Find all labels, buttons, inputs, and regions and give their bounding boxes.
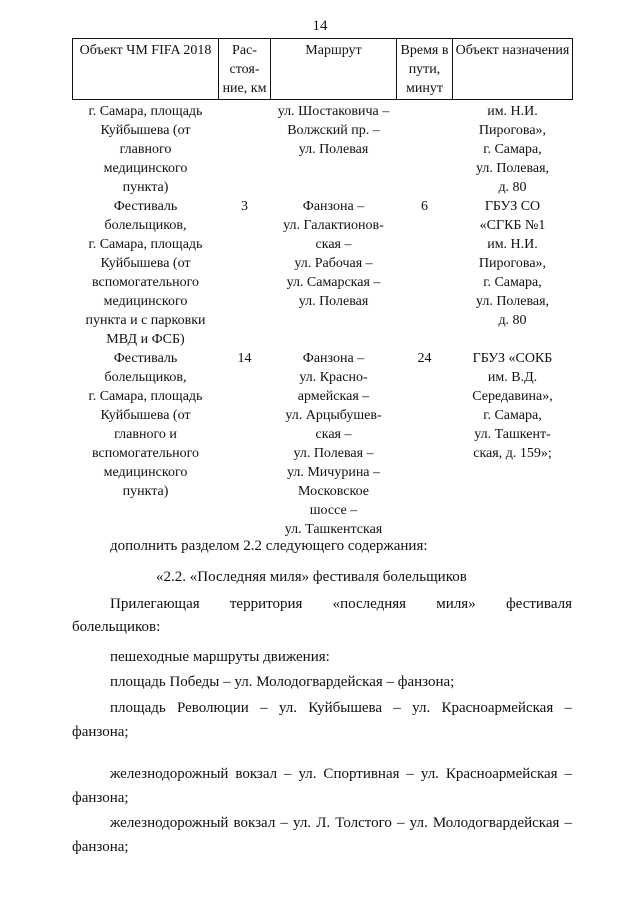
paragraph-routes-title: пешеходные маршруты движения:	[110, 649, 330, 665]
cell-distance	[219, 100, 271, 198]
paragraph-amendment: дополнить разделом 2.2 следующего содержания:	[110, 538, 428, 554]
header-distance: Рас- стоя- ние, км	[219, 39, 271, 100]
route-item-line1: железнодорожный вокзал – ул. Л. Толстого – ул. Молодогвардейская –	[110, 815, 572, 831]
route-item-line2: фанзона;	[72, 839, 129, 855]
section-heading: «2.2. «Последняя миля» фестиваля болельщиков	[156, 569, 467, 585]
route-table	[72, 38, 573, 539]
cell-distance: 3	[241, 199, 248, 214]
route-item: площадь Победы – ул. Молодогвардейская – фанзона;	[110, 674, 455, 690]
cell-destination: им. Н.И. Пирогова», г. Самара, ул. Полевая, д. 80	[475, 104, 550, 195]
header-destination: Объект назначения	[453, 39, 573, 100]
table-header-row	[73, 39, 573, 100]
route-item-line1: площадь Революции – ул. Куйбышева – ул. Красноармейская –	[110, 700, 572, 716]
cell-time: 24	[417, 351, 432, 366]
table-row	[73, 349, 573, 539]
header-object: Объект ЧМ FIFA 2018	[73, 39, 219, 100]
route-item-line2: фанзона;	[72, 790, 129, 806]
header-route: Маршрут	[271, 39, 397, 100]
cell-time	[397, 100, 453, 198]
cell-destination: ГБУЗ «СОКБ им. В.Д. Середавина», г. Самара, ул. Ташкент- ская, д. 159»;	[472, 351, 553, 461]
route-item-line2: фанзона;	[72, 724, 129, 740]
cell-route: Фанзона – ул. Красно- армейская – ул. Арцыбушев- ская – ул. Полевая – ул. Мичурина – Московское шоссе – ул. Ташкентская	[284, 351, 383, 537]
page-number: 14	[312, 18, 328, 34]
cell-object: г. Самара, площадь Куйбышева (от главного медицинского пункта)	[88, 104, 203, 195]
cell-object: Фестиваль болельщиков, г. Самара, площадь Куйбышева (от вспомогательного медицинского пункта и с парковки МВД и ФСБ)	[85, 199, 206, 347]
table-row	[73, 197, 573, 349]
paragraph-territory-line2: болельщиков:	[72, 619, 161, 635]
cell-route: ул. Шостаковича – Волжский пр. – ул. Полевая	[277, 104, 390, 157]
cell-time: 6	[421, 199, 428, 214]
cell-distance: 14	[237, 351, 252, 366]
cell-object: Фестиваль болельщиков, г. Самара, площадь Куйбышева (от главного и вспомогательного медицинского пункта)	[88, 351, 203, 499]
header-time: Время в пути, минут	[397, 39, 453, 100]
route-item-line1: железнодорожный вокзал – ул. Спортивная – ул. Красноармейская –	[110, 766, 572, 782]
cell-route: Фанзона – ул. Галактионов- ская – ул. Рабочая – ул. Самарская – ул. Полевая	[283, 199, 384, 309]
paragraph-territory-line1: Прилегающая территория «последняя миля» фестиваля	[110, 596, 572, 612]
table-row	[73, 100, 573, 198]
cell-destination: ГБУЗ СО «СГКБ №1 им. Н.И. Пирогова», г. Самара, ул. Полевая, д. 80	[475, 199, 550, 328]
